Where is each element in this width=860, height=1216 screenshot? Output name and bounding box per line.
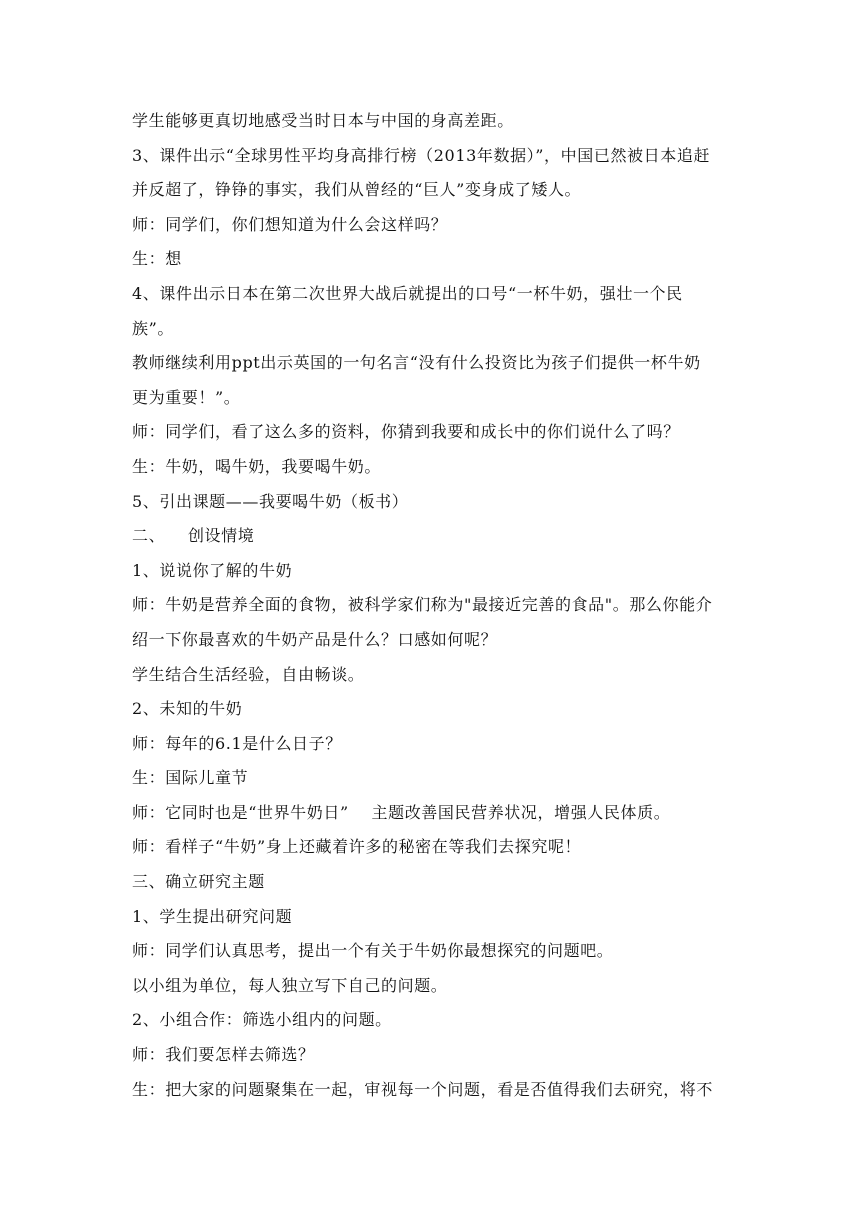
text-line: 师：同学们认真思考，提出一个有关于牛奶你最想探究的问题吧。 <box>132 941 614 961</box>
section-heading: 三、确立研究主题 <box>132 872 265 892</box>
text-line: 教师继续利用ppt出示英国的一句名言“没有什么投资比为孩子们提供一杯牛奶 <box>132 353 701 373</box>
text-line: 绍一下你最喜欢的牛奶产品是什么？口感如何呢？ <box>132 629 498 649</box>
text-line: 族”。 <box>132 318 174 338</box>
text-line: 1、学生提出研究问题 <box>132 906 293 926</box>
text-line: 3、课件出示“全球男性平均身高排行榜（2013年数据）”，中国已然被日本追赶 <box>132 145 711 165</box>
text-line: 师：同学们，你们想知道为什么会这样吗？ <box>132 214 448 234</box>
document-body <box>132 104 732 1107</box>
text-line: 以小组为单位，每人独立写下自己的问题。 <box>132 975 448 995</box>
text-line: 生：想 <box>132 249 182 269</box>
text-line: 2、小组合作：筛选小组内的问题。 <box>132 1010 392 1030</box>
text-line: 学生能够更真切地感受当时日本与中国的身高差距。 <box>132 111 514 130</box>
text-line: 师：它同时也是“世界牛奶日” 主题改善国民营养状况，增强人民体质。 <box>132 802 671 822</box>
text-line: 师：同学们，看了这么多的资料，你猜到我要和成长中的你们说什么了吗？ <box>132 422 680 442</box>
text-line: 2、未知的牛奶 <box>132 699 243 719</box>
text-line: 5、引出课题——我要喝牛奶（板书） <box>132 491 409 511</box>
text-line: 学生结合生活经验，自由畅谈。 <box>132 664 365 684</box>
text-line: 更为重要！”。 <box>132 387 241 407</box>
text-line: 并反超了，铮铮的事实，我们从曾经的“巨人”变身成了矮人。 <box>132 180 582 200</box>
text-line: 师：看样子“牛奶”身上还藏着许多的秘密在等我们去探究呢！ <box>132 837 582 857</box>
text-line: 师：牛奶是营养全面的食物，被科学家们称为"最接近完善的食品"。那么你能介 <box>132 595 713 615</box>
text-line: 生：把大家的问题聚集在一起，审视每一个问题，看是否值得我们去研究，将不 <box>132 1079 714 1099</box>
text-line: 生：国际儿童节 <box>132 768 249 788</box>
text-line: 1、说说你了解的牛奶 <box>132 560 293 580</box>
text-line: 师：我们要怎样去筛选？ <box>132 1045 315 1065</box>
text-line: 师：每年的6.1是什么日子？ <box>132 733 342 753</box>
text-line: 生：牛奶，喝牛奶，我要喝牛奶。 <box>132 456 382 476</box>
text-line: 4、课件出示日本在第二次世界大战后就提出的口号“一杯牛奶，强壮一个民 <box>132 283 683 303</box>
section-heading: 二、 创设情境 <box>132 526 255 546</box>
